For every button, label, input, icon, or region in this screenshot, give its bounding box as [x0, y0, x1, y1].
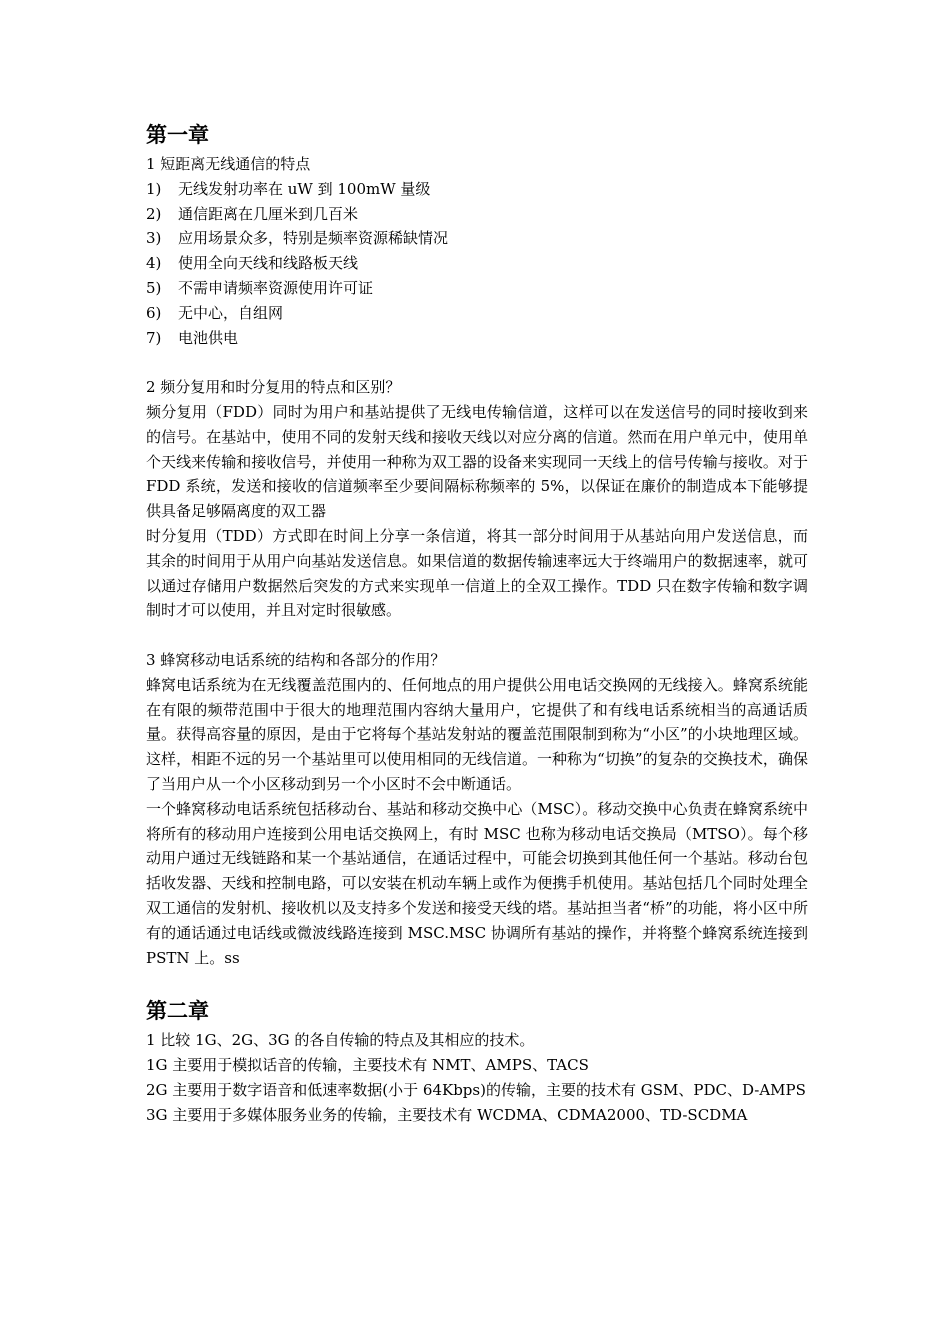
list-item-text: 不需申请频率资源使用许可证 — [178, 278, 374, 297]
chapter-1-question-1-heading: 1 短距离无线通信的特点 — [146, 155, 311, 173]
1g-paragraph: 1G 主要用于模拟话音的传输，主要技术有 NMT、AMPS、TACS — [146, 1056, 589, 1075]
cellular-system-paragraph: 蜂窝电话系统为在无线覆盖范围内的、任何地点的用户提供公用电话交换网的无线接入。蜂窝系统能在有限的频带范围中于很大的地理范围内容纳大量用户，它提供了和有线电话系统相当的高通话质量。获得高容量的原因，是由于它将每个基站发射站的覆盖范围限制到称为“小区”的小块地理区域。这样，相距不远的另一个基站里可以使用相同的无线信道。一种称为“切换”的复杂的交换技术，确保了当用户从一个小区移动到另一个小区时不会中断通话。 — [146, 675, 808, 793]
list-item-text: 电池供电 — [178, 328, 239, 347]
chapter-2-title: 第二章 — [146, 998, 209, 1024]
list-item-number: 5) — [146, 278, 162, 297]
list-item — [146, 251, 808, 276]
list-item-number: 2) — [146, 204, 162, 223]
list-item-number: 3) — [146, 229, 162, 248]
list-item-text: 无线发射功率在 uW 到 100mW 量级 — [178, 179, 431, 198]
list-item — [146, 326, 808, 351]
3g-paragraph: 3G 主要用于多媒体服务业务的传输，主要技术有 WCDMA、CDMA2000、TD-SCDMA — [146, 1105, 748, 1124]
list-item-number: 4) — [146, 254, 162, 273]
chapter-1-title: 第一章 — [146, 122, 209, 147]
list-item-text: 无中心，自组网 — [178, 303, 284, 322]
list-item-text: 使用全向天线和线路板天线 — [178, 254, 359, 273]
blank-line — [146, 970, 808, 994]
list-item-text: 通信距离在几厘米到几百米 — [178, 204, 359, 223]
chapter-1-question-2-heading: 2 频分复用和时分复用的特点和区别？ — [146, 378, 401, 397]
list-item-number: 1) — [146, 179, 162, 198]
blank-line — [146, 350, 808, 375]
blank-line — [146, 623, 808, 648]
list-item — [146, 276, 808, 301]
cellular-structure-paragraph: 一个蜂窝移动电话系统包括移动台、基站和移动交换中心（MSC）。移动交换中心负责在蜂窝系统中将所有的移动用户连接到公用电话交换网上，有时 MSC 也称为移动电话交换局（MTSO）。每个移动用户通过无线链路和某一个基站通信，在通话过程中，可能会切换到其他任何一个基站。移动台包括收发器、天线和控制电路，可以安装在机动车辆上或作为便携手机使用。基站包括几个同时处理全双工通信的发射机、接收机以及支持多个发送和接受天线的塔。基站担当者“桥”的功能，将小区中所有的通话通过电话线或微波线路连接到 MSC.MSC 协调所有基站的操作，并将整个蜂窝系统连接到 PSTN 上。ss — [146, 799, 808, 967]
short-range-features-list — [146, 177, 808, 351]
list-item-number: 6) — [146, 303, 162, 322]
list-item — [146, 226, 808, 251]
chapter-2-question-1-heading: 1 比较 1G、2G、3G 的各自传输的特点及其相应的技术。 — [146, 1031, 535, 1050]
list-item — [146, 202, 808, 227]
tdd-paragraph: 时分复用（TDD）方式即在时间上分享一条信道，将其一部分时间用于从基站向用户发送信息，而其余的时间用于从用户向基站发送信息。如果信道的数据传输速率远大于终端用户的数据速率，就可以通过存储用户数据然后突发的方式来实现单一信道上的全双工操作。TDD 只在数字传输和数字调制时才可以使用，并且对定时很敏感。 — [146, 526, 808, 620]
fdd-paragraph: 频分复用（FDD）同时为用户和基站提供了无线电传输信道，这样可以在发送信号的同时接收到来的信号。在基站中，使用不同的发射天线和接收天线以对应分离的信道。然而在用户单元中，使用单个天线来传输和接收信号，并使用一种称为双工器的设备来实现同一天线上的信号传输与接收。对于 FDD 系统，发送和接收的信道频率至少要间隔标称频率的 5%，以保证在廉价的制造成本下能够提供具备足够隔离度的双工器 — [146, 402, 808, 521]
list-item — [146, 177, 808, 202]
2g-paragraph: 2G 主要用于数字语音和低速率数据(小于 64Kbps)的传输，主要的技术有 GSM、PDC、D-AMPS — [146, 1080, 806, 1099]
list-item — [146, 301, 808, 326]
list-item-text: 应用场景众多，特别是频率资源稀缺情况 — [178, 229, 449, 248]
list-item-number: 7) — [146, 328, 162, 347]
chapter-1-question-3-heading: 3 蜂窝移动电话系统的结构和各部分的作用？ — [146, 650, 446, 669]
